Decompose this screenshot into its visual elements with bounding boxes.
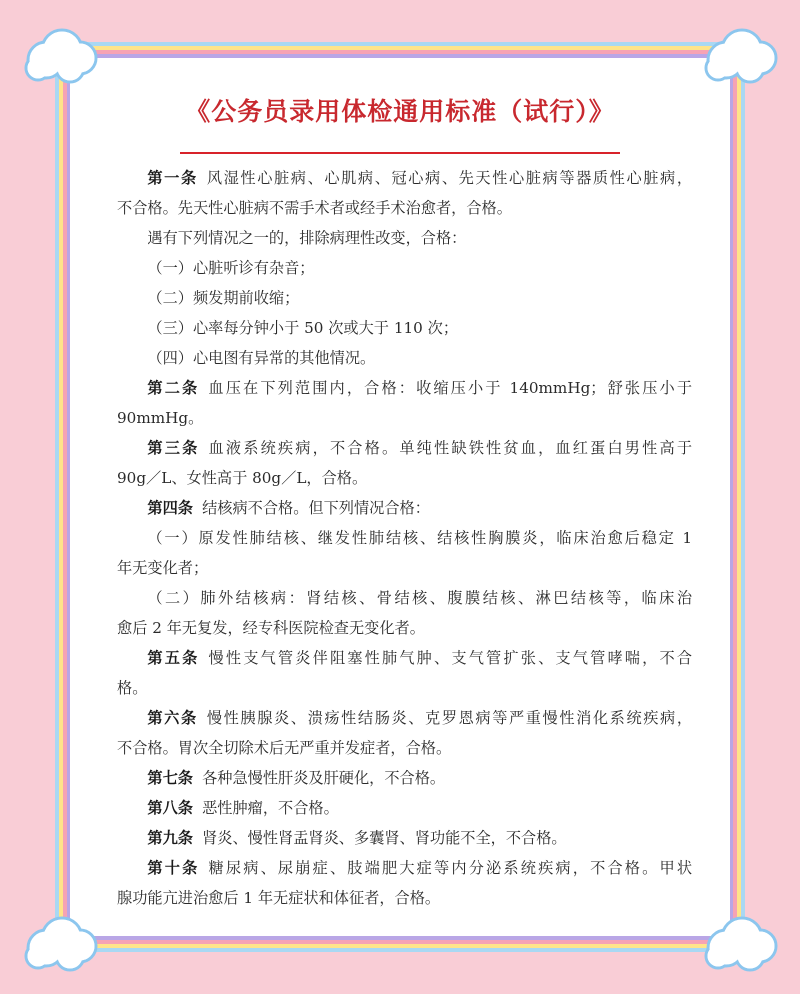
article-10 bbox=[117, 853, 692, 913]
article-text: 慢性胰腺炎、溃疡性结肠炎、克罗恩病等严重慢性消化系统疾病， bbox=[206, 709, 693, 727]
article-label: 第一条 bbox=[147, 169, 198, 187]
clause-text: 遇有下列情况之一的，排除病理性改变，合格： bbox=[147, 229, 467, 247]
cloud-top-right-icon bbox=[698, 24, 782, 86]
article-text: 不合格。胃次全切除术后无严重并发症者，合格。 bbox=[117, 739, 452, 757]
article-text: 恶性肿瘤，不合格。 bbox=[202, 799, 339, 817]
list-item: （一）原发性肺结核、继发性肺结核、结核性胸膜炎，临床治愈后稳定 1 bbox=[147, 529, 692, 547]
frame-stripe bbox=[67, 936, 733, 940]
article-9 bbox=[117, 823, 692, 853]
article-text: 慢性支气管炎伴阻塞性肺气肿、支气管扩张、支气管哮喘，不合 bbox=[208, 649, 692, 667]
article-label: 第二条 bbox=[147, 379, 200, 397]
list-item: （三）心率每分钟小于 50 次或大于 110 次； bbox=[147, 319, 459, 337]
article-2 bbox=[117, 373, 692, 433]
article-8 bbox=[117, 793, 692, 823]
list-item-continued: 年无变化者； bbox=[117, 559, 209, 577]
article-text: 血压在下列范围内，合格：收缩压小于 140mmHg；舒张压小于 bbox=[208, 379, 693, 397]
article-label: 第六条 bbox=[147, 709, 198, 727]
article-label: 第四条 bbox=[147, 499, 193, 517]
frame-stripe bbox=[63, 940, 737, 944]
cloud-top-left-icon bbox=[18, 24, 102, 86]
article-6 bbox=[117, 703, 692, 763]
article-text: 血液系统疾病，不合格。单纯性缺铁性贫血，血红蛋白男性高于 bbox=[208, 439, 692, 457]
list-item-continued: 愈后 2 年无复发，经专科医院检查无变化者。 bbox=[117, 619, 425, 637]
article-text: 90mmHg。 bbox=[117, 409, 204, 427]
document-title: 《公务员录用体检通用标准（试行）》 bbox=[185, 97, 615, 126]
article-label: 第七条 bbox=[147, 769, 193, 787]
list-item: （二）肺外结核病：肾结核、骨结核、腹膜结核、淋巴结核等，临床治 bbox=[147, 589, 692, 607]
frame-stripe bbox=[741, 42, 745, 952]
frame-stripe bbox=[737, 46, 741, 948]
article-4 bbox=[117, 493, 692, 523]
article-1 bbox=[117, 163, 692, 223]
article-text: 肾炎、慢性肾盂肾炎、多囊肾、肾功能不全，不合格。 bbox=[202, 829, 567, 847]
article-text: 不合格。先天性心脏病不需手术者或经手术治愈者，合格。 bbox=[117, 199, 512, 217]
article-label: 第九条 bbox=[147, 829, 193, 847]
list-item: （四）心电图有异常的其他情况。 bbox=[147, 349, 376, 367]
list-item: （二）频发期前收缩； bbox=[147, 289, 300, 307]
article-label: 第五条 bbox=[147, 649, 200, 667]
article-text: 腺功能亢进治愈后 1 年无症状和体征者，合格。 bbox=[117, 889, 441, 907]
title-underline bbox=[180, 152, 620, 154]
article-label: 第十条 bbox=[147, 859, 200, 877]
article-label: 第三条 bbox=[147, 439, 200, 457]
article-7 bbox=[117, 763, 692, 793]
frame-stripe bbox=[59, 944, 741, 948]
document-body bbox=[117, 163, 692, 913]
frame-stripe bbox=[55, 948, 745, 952]
cloud-bottom-left-icon bbox=[18, 912, 102, 974]
article-text: 90g／L、女性高于 80g／L，合格。 bbox=[117, 469, 368, 487]
article-3 bbox=[117, 433, 692, 493]
list-item: （一）心脏听诊有杂音； bbox=[147, 259, 315, 277]
article-text: 糖尿病、尿崩症、肢端肥大症等内分泌系统疾病，不合格。甲状 bbox=[208, 859, 692, 877]
article-text: 结核病不合格。但下列情况合格： bbox=[202, 499, 430, 517]
article-text: 风湿性心脏病、心肌病、冠心病、先天性心脏病等器质性心脏病， bbox=[206, 169, 693, 187]
article-text: 各种急慢性肝炎及肝硬化，不合格。 bbox=[202, 769, 446, 787]
article-label: 第八条 bbox=[147, 799, 193, 817]
frame-stripe bbox=[733, 50, 737, 944]
article-5 bbox=[117, 643, 692, 703]
article-text: 格。 bbox=[117, 679, 148, 697]
cloud-bottom-right-icon bbox=[698, 912, 782, 974]
